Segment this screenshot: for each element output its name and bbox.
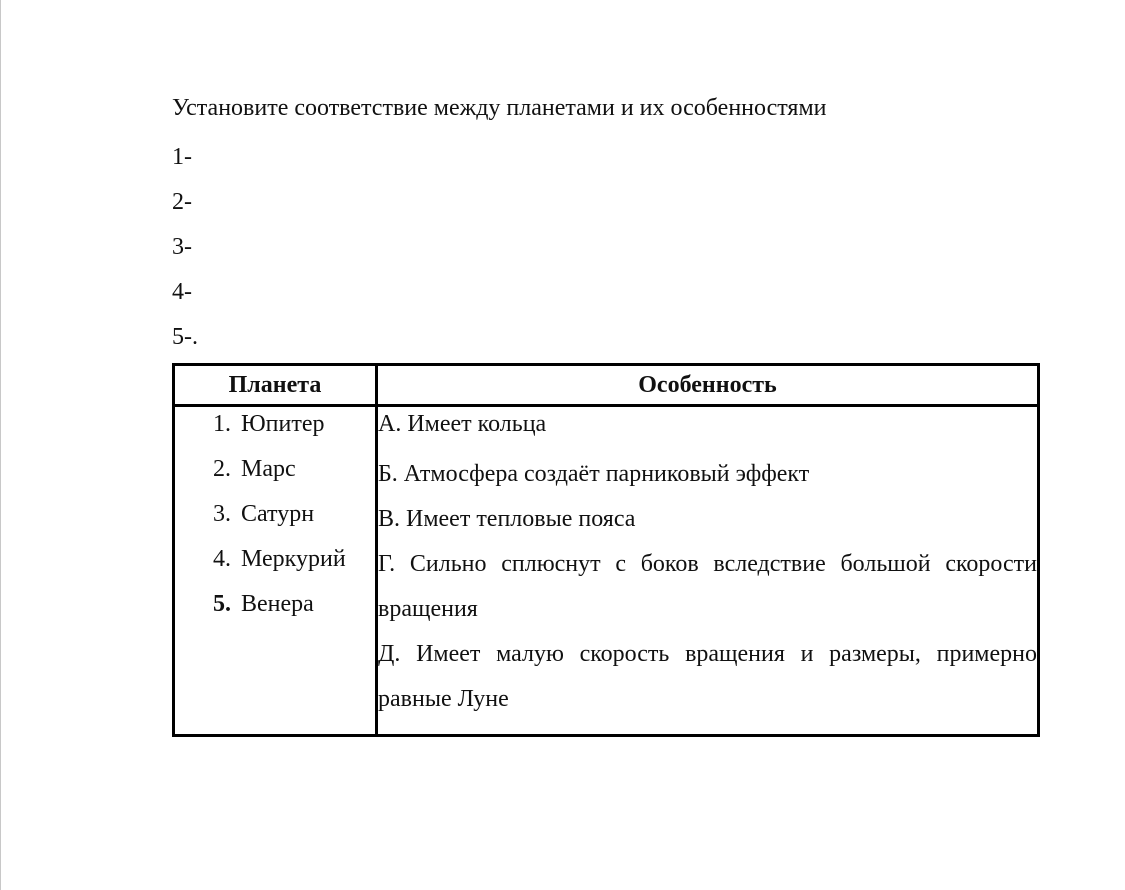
answer-line-2: 2- — [172, 189, 192, 215]
planet-item — [175, 542, 375, 587]
features-cell — [377, 406, 1039, 736]
answer-line-5: 5-. — [172, 324, 198, 350]
answer-line-1: 1- — [172, 144, 192, 170]
planet-name: Меркурий — [241, 546, 346, 572]
document-page — [172, 90, 1040, 712]
planet-name: Сатурн — [241, 501, 315, 527]
planet-name: Юпитер — [241, 411, 325, 437]
planet-number: 2. — [213, 456, 231, 482]
planet-item — [175, 407, 375, 452]
table-header-row — [174, 365, 1039, 406]
feature-item: Б. Атмосфера создаёт парниковый эффект — [378, 461, 810, 487]
planet-name: Марс — [241, 456, 296, 482]
cell-bottom-padding — [378, 722, 1037, 734]
planet-item — [175, 452, 375, 497]
planet-list — [175, 407, 375, 632]
planet-number: 4. — [213, 546, 231, 572]
header-planet: Планета — [174, 365, 377, 406]
feature-item: А. Имеет кольца — [378, 411, 547, 437]
planet-name: Венера — [241, 591, 314, 617]
feature-item: Г. Сильно сплюснут с боков вследствие большой скорости вращения — [378, 551, 1037, 622]
feature-item: Д. Имеет малую скорость вращения и размеры, примерно равные Луне — [378, 641, 1037, 712]
planet-number: 3. — [213, 501, 231, 527]
matching-table — [172, 363, 1040, 737]
table-body-row — [174, 406, 1039, 736]
planet-number: 5. — [213, 591, 231, 617]
answer-line-4: 4- — [172, 279, 192, 305]
planet-item — [175, 587, 375, 632]
answer-line-3: 3- — [172, 234, 192, 260]
header-feature: Особенность — [377, 365, 1039, 406]
planet-number: 1. — [213, 411, 231, 437]
task-title: Установите соответствие между планетами и их особенностями — [172, 95, 827, 121]
planet-item — [175, 497, 375, 542]
planets-cell — [174, 406, 377, 736]
answer-lines — [172, 135, 1040, 360]
page-left-border — [0, 0, 1, 890]
feature-item: В. Имеет тепловые пояса — [378, 506, 636, 532]
